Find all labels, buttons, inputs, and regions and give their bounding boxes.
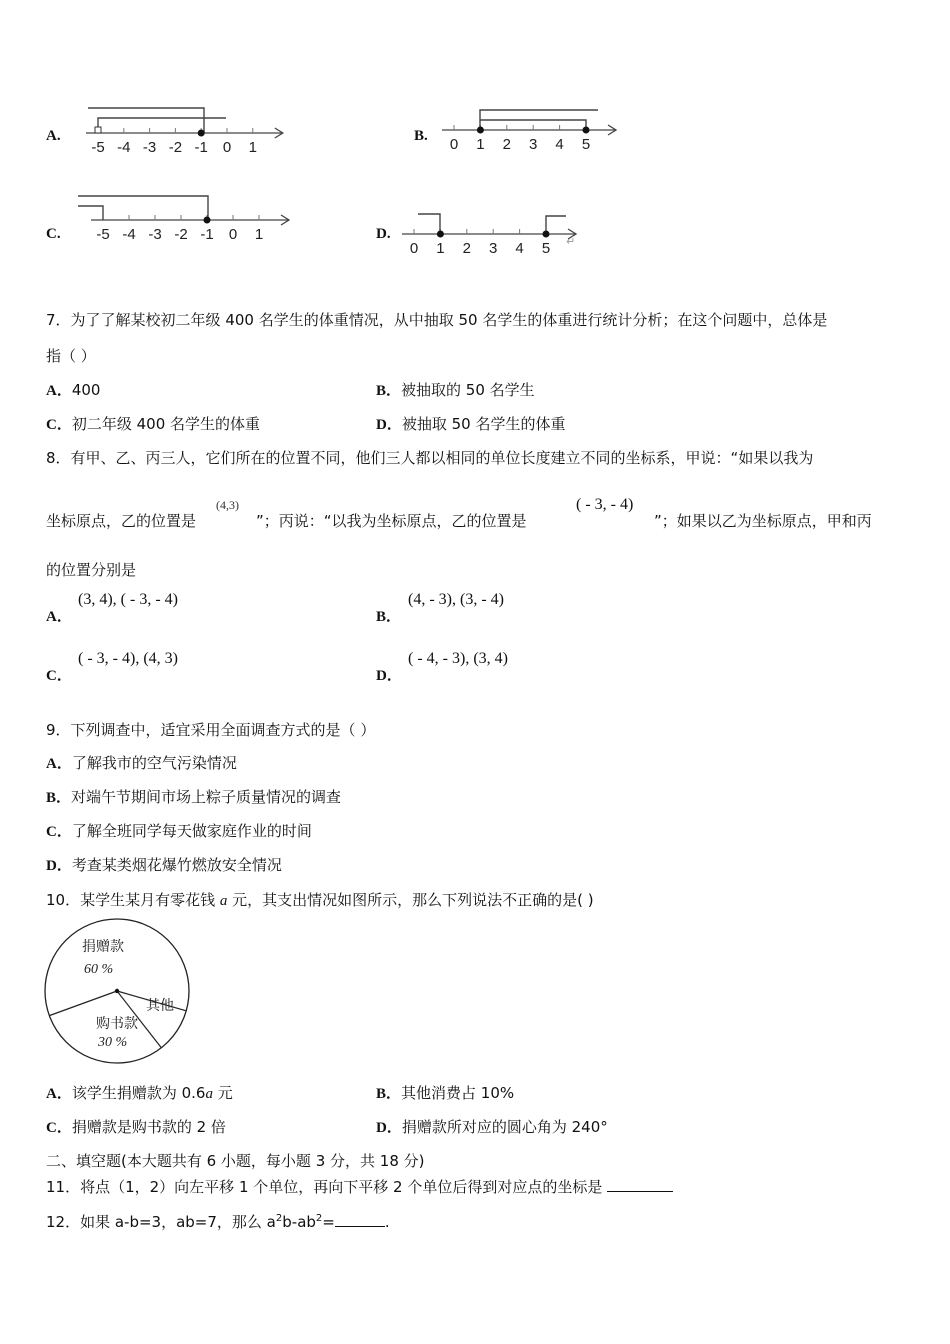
- q10-option-c-text: 捐赠款是购书款的 2 倍: [71, 1118, 226, 1136]
- q9-option-c-text: 了解全班同学每天做家庭作业的时间: [71, 822, 312, 840]
- tick-label: -5: [96, 226, 110, 243]
- tick-label: 4: [555, 136, 564, 153]
- q10-option-a-label: A．: [46, 1086, 72, 1102]
- pie-center: [115, 989, 119, 993]
- q10-stem-b: 元，其支出情况如图所示，那么下列说法不正确的是( ): [227, 891, 594, 909]
- return-mark-icon: ↵: [566, 235, 576, 248]
- solution-bracket: [78, 206, 103, 220]
- q7-option-a-text: 400: [71, 381, 101, 399]
- q8-option-b-label: B．: [376, 609, 402, 625]
- q8-option-d-label: D．: [376, 668, 402, 684]
- tick-label: 1: [248, 139, 257, 156]
- q9-option-d-text: 考查某类烟花爆竹燃放安全情况: [71, 856, 282, 874]
- solid-point: [543, 231, 550, 238]
- q9-option-d-label: D．: [46, 858, 72, 874]
- q10-option-a-text-a: 该学生捐赠款为 0.6: [71, 1084, 206, 1102]
- q9-stem: 9．下列调查中，适宜采用全面调查方式的是（ ）: [46, 721, 376, 739]
- pie-label-donation: 捐赠款: [82, 939, 124, 955]
- q10-stem-a: 10．某学生某月有零花钱: [46, 891, 220, 909]
- q8-stem-line3: 的位置分别是: [46, 561, 137, 579]
- q10-option-d-label: D．: [376, 1120, 402, 1136]
- q8-option-b-text: (4, - 3), (3, - 4): [408, 591, 504, 608]
- q6-numberline-c: [70, 186, 310, 246]
- q6-numberline-b: [436, 100, 656, 160]
- tick-label: 1: [254, 226, 264, 243]
- q11-stem-text: 11．将点（1，2）向左平移 1 个单位，再向下平移 2 个单位后得到对应点的坐标是: [46, 1178, 603, 1196]
- q12-sup1: 2: [275, 1213, 283, 1224]
- tick-label: -2: [174, 226, 188, 243]
- q10-stem: [46, 889, 594, 910]
- q9-option-c-label: C．: [46, 824, 72, 840]
- open-point: [95, 127, 101, 133]
- tick-label: -1: [200, 226, 214, 243]
- q9-option-d: [46, 854, 282, 875]
- q10-option-a: [46, 1082, 233, 1103]
- q6-option-a-label: A.: [46, 128, 61, 144]
- solution-bracket: [88, 108, 204, 133]
- solution-bracket: [78, 196, 208, 220]
- q12-sup2: 2: [315, 1213, 323, 1224]
- q10-option-d: [376, 1116, 608, 1137]
- solid-point: [477, 127, 484, 134]
- tick-label: 0: [449, 136, 459, 153]
- q8-option-c-label: C．: [46, 668, 72, 684]
- q12-answer-blank[interactable]: [335, 1226, 385, 1227]
- q7-option-d: [376, 413, 565, 434]
- q12-stem-a: 12．如果 a-b=3，ab=7，那么 a: [46, 1213, 276, 1231]
- q9-option-b: [46, 786, 341, 807]
- q6-numberline-a: [70, 100, 310, 160]
- tick-label: 3: [489, 240, 498, 257]
- q10-pie-chart: [42, 918, 192, 1068]
- q10-option-b: [376, 1082, 514, 1103]
- q7-option-b: [376, 379, 535, 400]
- solid-point: [204, 217, 211, 224]
- tick-label: 5: [541, 240, 551, 257]
- tick-label: -1: [194, 139, 208, 156]
- q7-stem-line2: 指（ ）: [46, 347, 96, 365]
- q10-option-c: [46, 1116, 226, 1137]
- q7-option-a: [46, 379, 100, 400]
- q8-stem-line2-b: ”；丙说：“以我为坐标原点，乙的位置是: [256, 512, 527, 530]
- q7-option-b-label: B．: [376, 383, 402, 399]
- q10-option-c-label: C．: [46, 1120, 72, 1136]
- tick-label: 2: [502, 136, 511, 153]
- q7-option-d-label: D．: [376, 417, 402, 433]
- solid-point: [437, 231, 444, 238]
- tick-label: 1: [476, 136, 485, 153]
- tick-label: 1: [436, 240, 445, 257]
- q10-option-b-text: 其他消费占 10%: [401, 1084, 515, 1102]
- q11-answer-blank[interactable]: [607, 1191, 673, 1192]
- pie-percent-books: 30 %: [98, 1035, 128, 1050]
- q12-stem-end: .: [384, 1213, 390, 1231]
- q9-option-a-label: A．: [46, 756, 72, 772]
- q9-option-b-label: B．: [46, 790, 72, 806]
- solid-point: [583, 127, 590, 134]
- q8-stem-line2-a: 坐标原点，乙的位置是: [46, 512, 197, 530]
- q6-option-c-label: C.: [46, 226, 61, 242]
- solid-point: [198, 130, 205, 137]
- q9-option-c: [46, 820, 312, 841]
- tick-label: -5: [91, 139, 105, 156]
- q6-numberline-d: [400, 204, 600, 264]
- q8-coord2: ( - 3, - 4): [576, 496, 634, 513]
- q10-stem-var: a: [219, 893, 228, 909]
- q10-option-a-var: a: [205, 1086, 213, 1102]
- q6-option-d-label: D.: [376, 226, 391, 242]
- tick-label: -4: [122, 226, 136, 243]
- tick-label: 0: [228, 226, 238, 243]
- q7-option-d-text: 被抽取 50 名学生的体重: [401, 415, 566, 433]
- pie-label-other: 其他: [146, 998, 174, 1014]
- tick-label: -3: [148, 226, 162, 243]
- q8-coord1: (4,3): [216, 498, 239, 512]
- q12-stem-c: =: [322, 1213, 335, 1231]
- q11-stem: [46, 1176, 673, 1197]
- q7-option-c-text: 初二年级 400 名学生的体重: [71, 415, 261, 433]
- q7-option-a-label: A．: [46, 383, 72, 399]
- solution-bracket: [546, 216, 566, 234]
- q9-option-b-text: 对端午节期间市场上粽子质量情况的调查: [71, 788, 342, 806]
- tick-label: -4: [117, 139, 131, 156]
- tick-label: -3: [142, 139, 157, 156]
- pie-label-books: 购书款: [96, 1016, 138, 1032]
- q12-stem: [46, 1211, 390, 1232]
- q10-option-d-text: 捐赠款所对应的圆心角为 240°: [401, 1118, 608, 1136]
- q8-option-a-label: A．: [46, 609, 72, 625]
- q9-option-a: [46, 752, 237, 773]
- q7-option-c: [46, 413, 260, 434]
- q7-option-b-text: 被抽取的 50 名学生: [401, 381, 535, 399]
- tick-label: 2: [462, 240, 471, 257]
- tick-label: 0: [222, 139, 232, 156]
- solution-bracket: [98, 118, 226, 133]
- q6-option-b-label: B.: [414, 128, 428, 144]
- tick-label: 0: [409, 240, 419, 257]
- solution-bracket: [418, 214, 440, 234]
- pie-percent-donation: 60 %: [84, 962, 114, 977]
- tick-label: 4: [515, 240, 524, 257]
- q8-stem-line2-c: ”；如果以乙为坐标原点，甲和丙: [654, 512, 872, 530]
- q9-option-a-text: 了解我市的空气污染情况: [71, 754, 237, 772]
- q10-option-a-text-b: 元: [212, 1084, 233, 1102]
- pie-slice-boundary: [49, 991, 117, 1016]
- q8-stem-line1: 8．有甲、乙、丙三人，它们所在的位置不同，他们三人都以相同的单位长度建立不同的坐标系，甲说：“如果以我为: [46, 449, 814, 467]
- q10-option-b-label: B．: [376, 1086, 402, 1102]
- tick-label: 5: [581, 136, 591, 153]
- q8-option-a-text: (3, 4), ( - 3, - 4): [78, 591, 178, 608]
- q12-stem-b: b-ab: [282, 1213, 316, 1231]
- tick-label: 3: [529, 136, 538, 153]
- section2-title: 二、填空题(本大题共有 6 小题，每小题 3 分，共 18 分): [46, 1152, 425, 1170]
- q7-option-c-label: C．: [46, 417, 72, 433]
- q8-option-d-text: ( - 4, - 3), (3, 4): [408, 650, 508, 667]
- tick-label: -2: [168, 139, 183, 156]
- q8-option-c-text: ( - 3, - 4), (4, 3): [78, 650, 178, 667]
- q7-stem-line1: 7．为了了解某校初二年级 400 名学生的体重情况，从中抽取 50 名学生的体重进行统计分析；在这个问题中，总体是: [46, 311, 828, 329]
